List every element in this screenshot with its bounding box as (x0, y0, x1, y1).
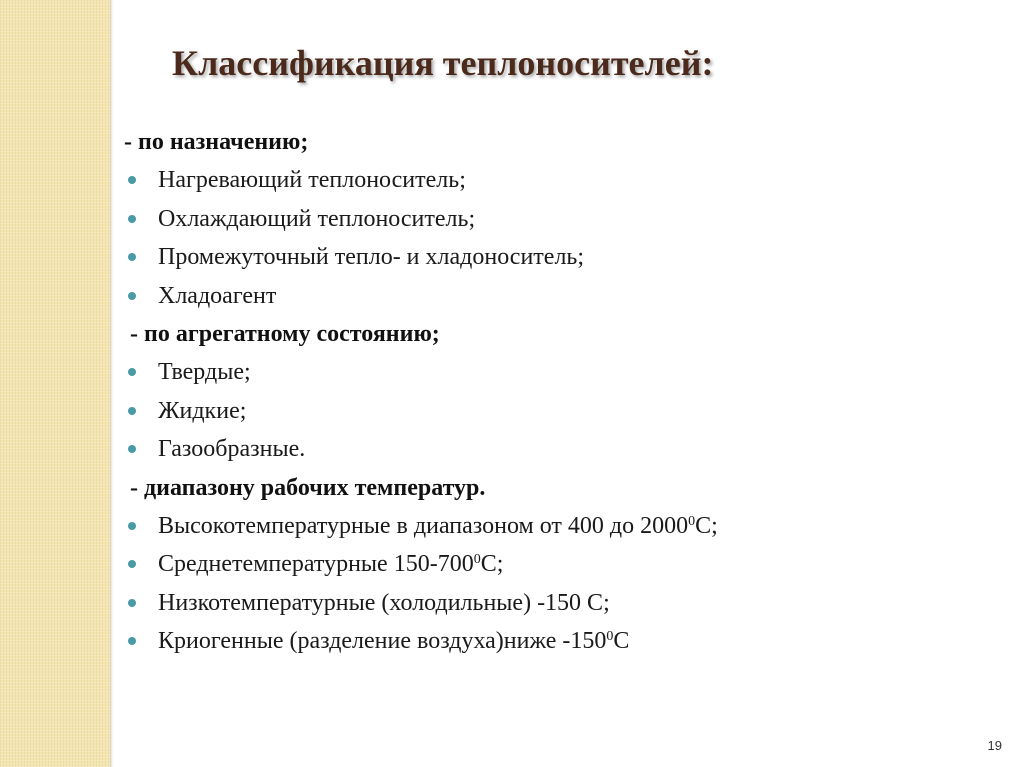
bullet-icon (128, 445, 136, 453)
side-band-shadow (110, 0, 113, 767)
list-item: Криогенные (разделение воздуха)ниже $-150^0С$ (124, 622, 1004, 661)
bullet-icon (128, 560, 136, 568)
list-item: Хладоагент (124, 277, 1004, 316)
list-item: Газообразные. (124, 430, 1004, 469)
section-heading-state: - по агрегатному состоянию; (124, 321, 440, 347)
list-item: Жидкие; (124, 392, 1004, 431)
bullet-icon (128, 522, 136, 530)
bullet-icon (128, 176, 136, 184)
list-item: Среднетемпературные $150-700^0С$; (124, 545, 1004, 584)
bullet-icon (128, 599, 136, 607)
list-item: Низкотемпературные (холодильные) -150 С; (124, 584, 1004, 623)
list-item: Высокотемпературные в диапазоном от 400 до 2000$^0$С; (124, 507, 1004, 546)
bullet-icon (128, 253, 136, 261)
list-item: Промежуточный тепло- и хладоноситель; (124, 238, 1004, 277)
bullet-icon (128, 368, 136, 376)
bullet-icon (128, 215, 136, 223)
section-heading-purpose: - по назначению; (124, 129, 309, 155)
bullet-icon (128, 637, 136, 645)
slide-title: Классификация теплоносителей: (172, 43, 714, 83)
list-item: Охлаждающий теплоноситель; (124, 200, 1004, 239)
slide-content (124, 123, 1004, 661)
list-item: Нагревающий теплоноситель; (124, 161, 1004, 200)
page-number: 19 (987, 738, 1002, 753)
bullet-icon (128, 292, 136, 300)
bullet-icon (128, 407, 136, 415)
list-item: Твердые; (124, 353, 1004, 392)
section-heading-temperature: - диапазону рабочих температур. (124, 474, 486, 501)
decorative-side-band (0, 0, 110, 767)
